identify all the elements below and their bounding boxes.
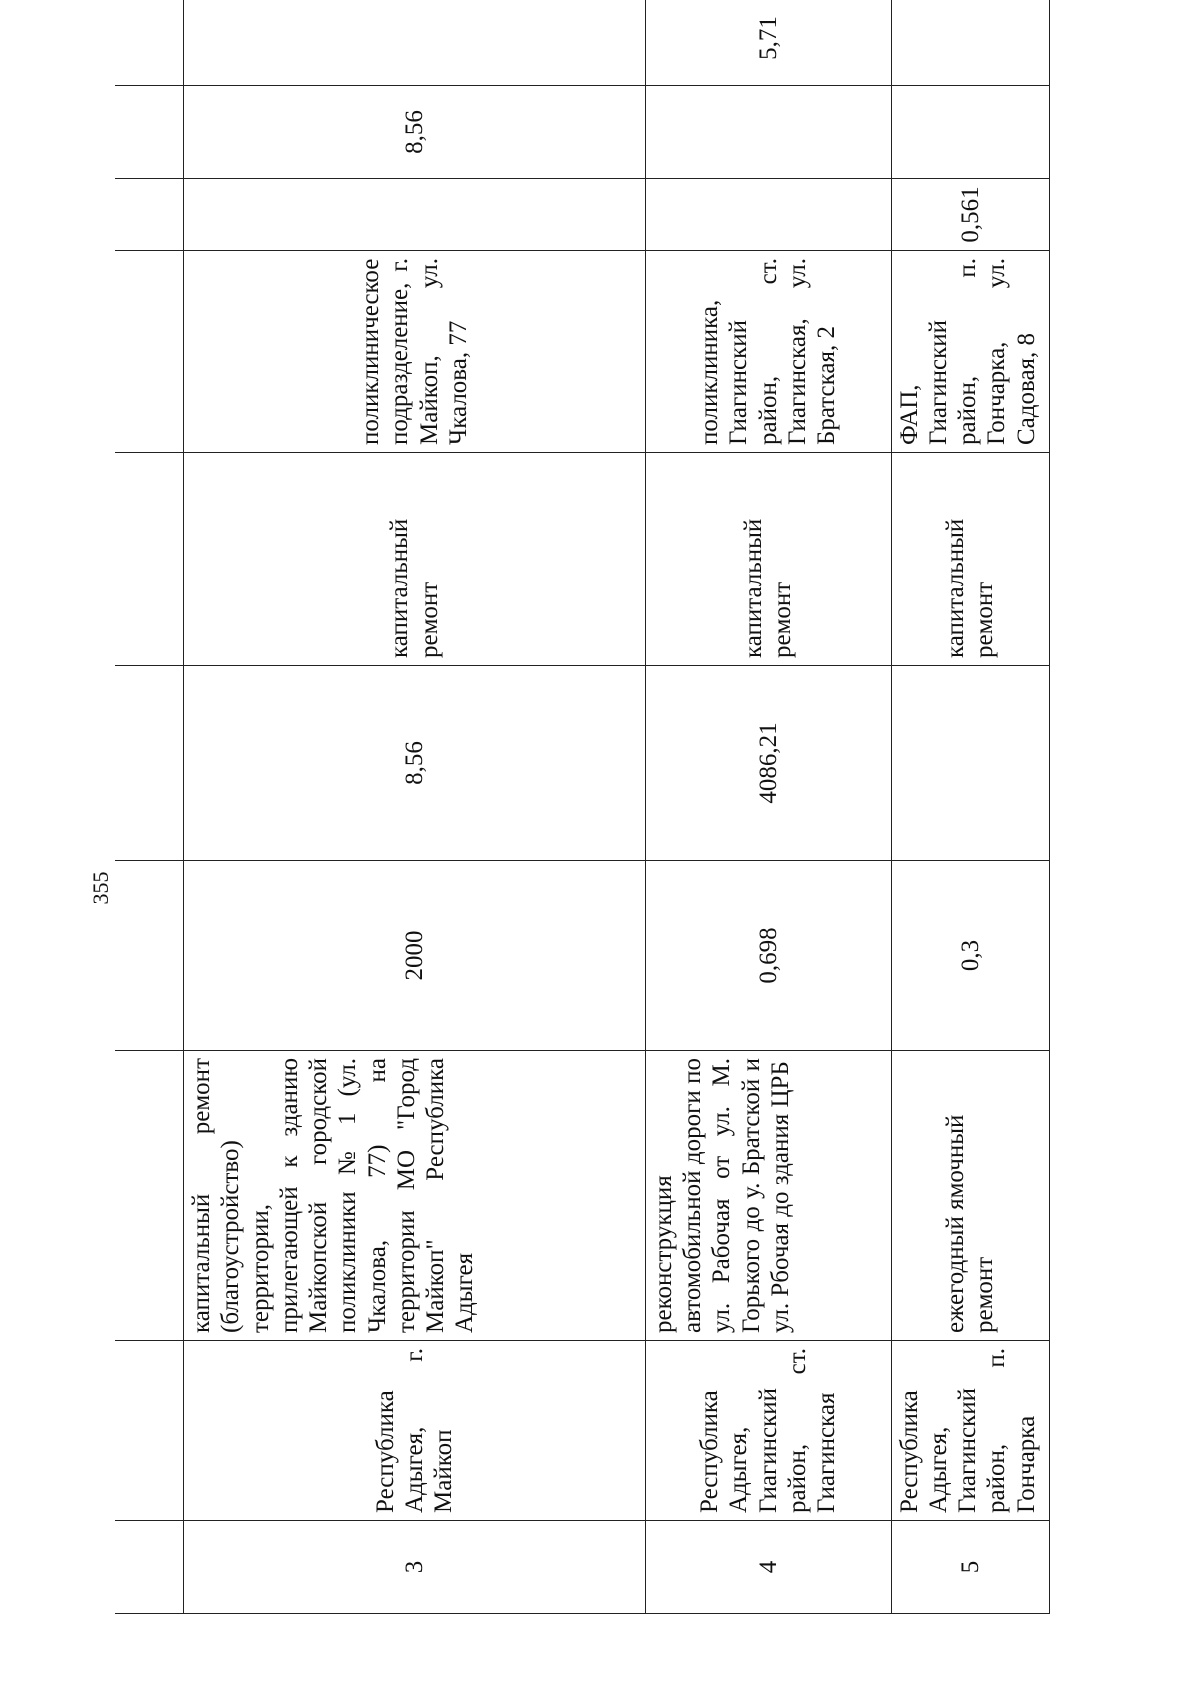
row-value-a: 0,561: [891, 179, 1049, 251]
row-value-b: 8,56: [184, 86, 646, 179]
row-work-type: капитальный ремонт: [184, 453, 646, 666]
row-description: капитальный ремонт (благоустройство) территории, прилегающей к зданию Майкопской городской поликлиники № 1 (ул. Чкалова, 77) на территории МО "Город Майкоп" Республика Адыгея: [184, 1051, 646, 1341]
row-location: Республика Адыгея, Гиагинский район, ст. Гиагинская: [645, 1341, 891, 1521]
row-description: ежегодный ямочный ремонт: [891, 1051, 1049, 1341]
header-cell-object: [115, 251, 184, 453]
row-work-type: капитальный ремонт: [645, 453, 891, 666]
row-amount: 0,3: [891, 861, 1049, 1051]
row-object: ФАП, Гиагинский район, п. Гончарка, ул. Садовая, 8: [891, 251, 1049, 453]
header-cell-amount: [115, 861, 184, 1051]
header-cell-location: [115, 1341, 184, 1521]
row-cost: 8,56: [184, 666, 646, 861]
header-cell-work-type: [115, 453, 184, 666]
row-cost: 4086,21: [645, 666, 891, 861]
row-amount: 0,698: [645, 861, 891, 1051]
row-number: 3: [184, 1521, 646, 1614]
row-number: 4: [645, 1521, 891, 1614]
row-value-c: 5,71: [645, 0, 891, 86]
row-amount: 2000: [184, 861, 646, 1051]
header-cell-cost: [115, 666, 184, 861]
table-row: [184, 0, 646, 1614]
row-value-c: [891, 0, 1049, 86]
rotated-table-wrapper: [115, 16, 1050, 1614]
table-header-stub-row: [115, 0, 184, 1614]
row-value-b: [891, 86, 1049, 179]
row-number: 5: [891, 1521, 1049, 1614]
header-cell-num: [115, 1521, 184, 1614]
header-cell-value-c: [115, 0, 184, 86]
row-object: поликлиническое подразделение, г. Майкоп, ул. Чкалова, 77: [184, 251, 646, 453]
page-number: 355: [88, 871, 113, 905]
header-cell-description: [115, 1051, 184, 1341]
row-location: Республика Адыгея, г. Майкоп: [184, 1341, 646, 1521]
row-value-c: [184, 0, 646, 86]
row-description: реконструкция автомобильной дороги по ул. Рабочая от ул. М. Горького до у. Братской и ул. Рбочая до здания ЦРБ: [645, 1051, 891, 1341]
data-table: [115, 0, 1050, 1614]
row-work-type: капитальный ремонт: [891, 453, 1049, 666]
row-cost: [891, 666, 1049, 861]
header-cell-value-b: [115, 86, 184, 179]
row-value-a: [645, 179, 891, 251]
row-location: Республика Адыгея, Гиагинский район, п. Гончарка: [891, 1341, 1049, 1521]
row-value-a: [184, 179, 646, 251]
row-value-b: [645, 86, 891, 179]
table-row: [891, 0, 1049, 1614]
table-row: [645, 0, 891, 1614]
header-cell-value-a: [115, 179, 184, 251]
row-object: поликлиника, Гиагинский район, ст. Гиагинская, ул. Братская, 2: [645, 251, 891, 453]
